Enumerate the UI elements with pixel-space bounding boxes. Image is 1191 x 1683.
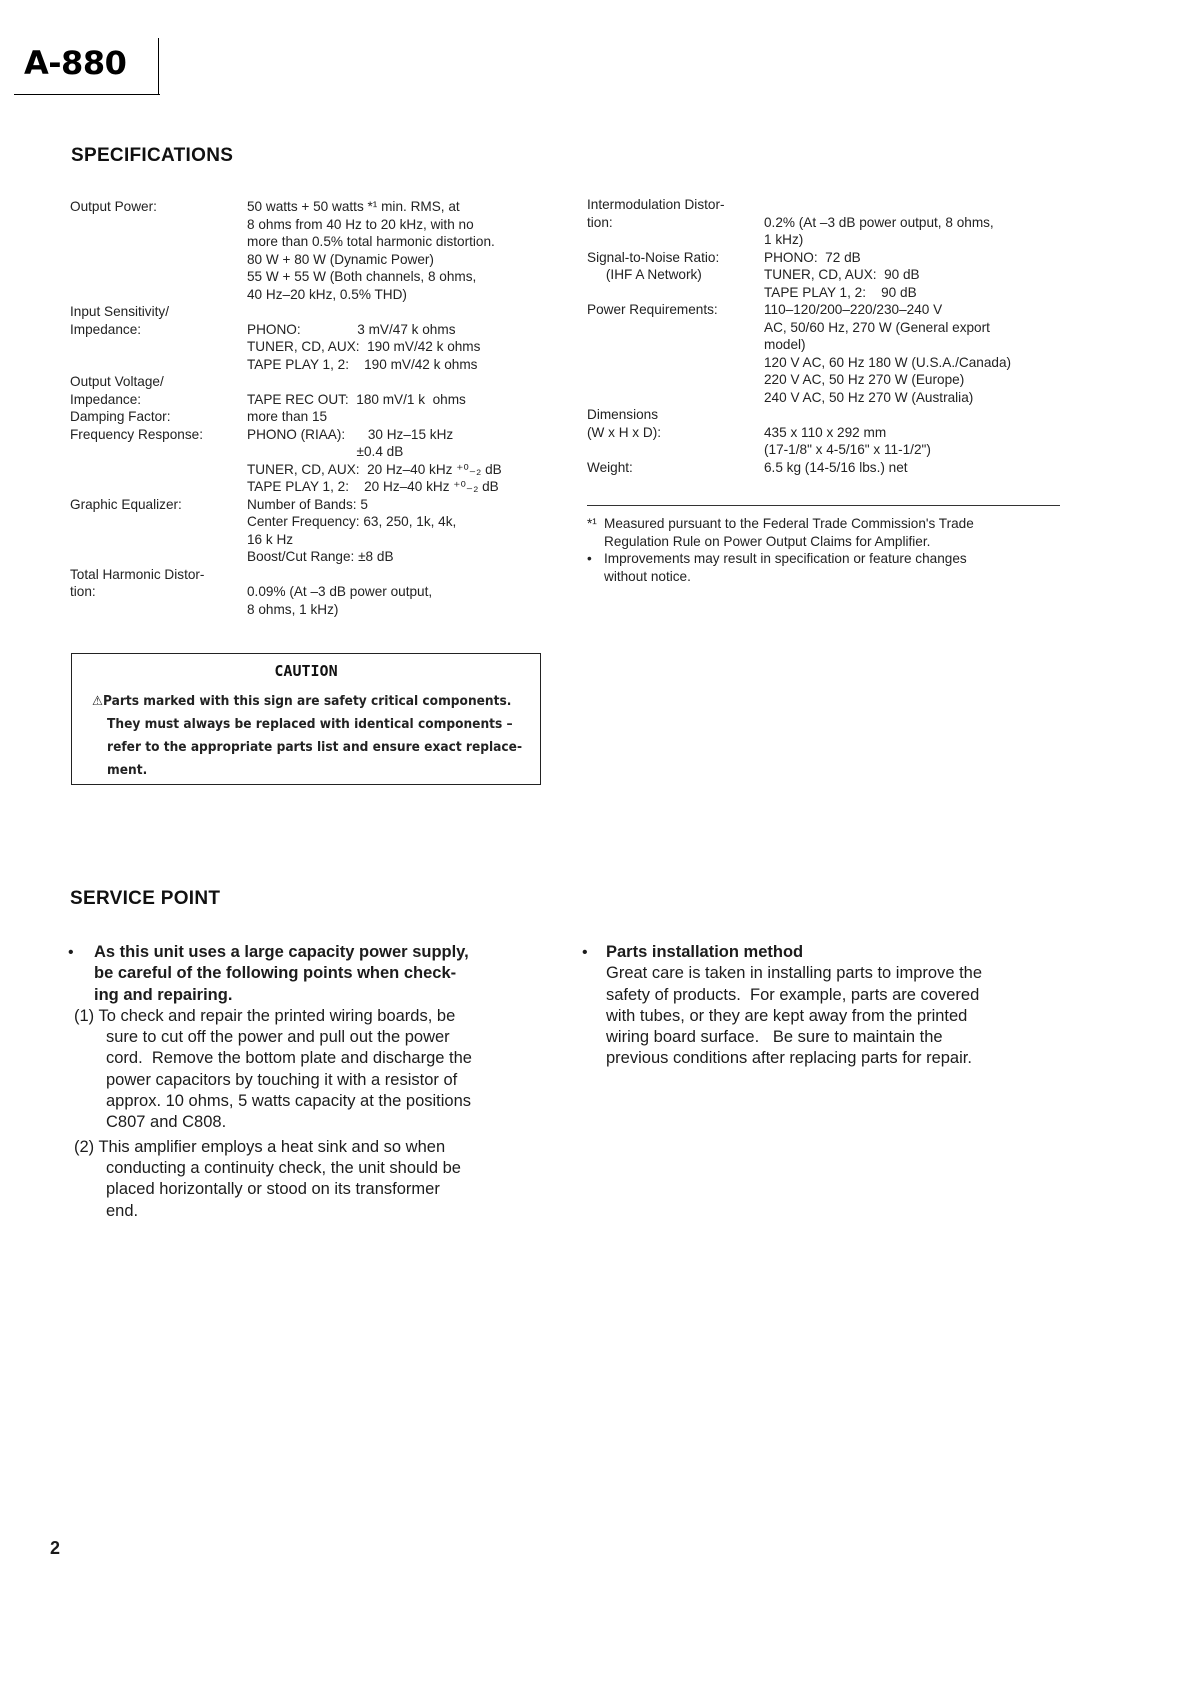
header-rule-vertical [158, 38, 159, 95]
spec-row [587, 424, 1067, 459]
service-item-line: power capacitors by touching it with a resistor of [106, 1070, 458, 1089]
spec-value-line: TUNER, CD, AUX: 190 mV/42 k ohms [247, 339, 481, 354]
spec-row [587, 214, 1067, 249]
spec-label: Output Power: [70, 199, 157, 214]
specifications-right-column [587, 196, 1067, 476]
spec-value-line: Number of Bands: 5 [247, 496, 368, 512]
spec-label: Total Harmonic Distor- [70, 566, 205, 582]
notes-divider [587, 505, 1060, 506]
note-text [604, 515, 974, 550]
spec-row [70, 391, 550, 409]
caution-line: ment. [107, 763, 148, 778]
service-item-1 [68, 1006, 542, 1134]
caution-title: CAUTION [274, 662, 338, 680]
spec-note [587, 550, 1067, 585]
spec-label: (IHF A Network) [587, 267, 702, 282]
note-line: without notice. [604, 568, 691, 584]
spec-row [70, 426, 550, 496]
spec-value [764, 249, 861, 267]
caution-text [92, 690, 523, 782]
spec-label: Output Voltage/ [70, 374, 164, 389]
spec-row [587, 459, 1067, 477]
spec-value-line: 110–120/200–220/230–240 V [764, 302, 943, 317]
service-item-line: (2) This amplifier employs a heat sink and so when [74, 1137, 446, 1156]
spec-row [587, 249, 1067, 267]
spec-row [70, 583, 550, 618]
spec-value-line: Center Frequency: 63, 250, 1k, 4k, [247, 514, 457, 529]
note-text [604, 550, 967, 585]
service-point-title: SERVICE POINT [70, 888, 221, 909]
spec-value-line: 50 watts + 50 watts *¹ min. RMS, at [247, 199, 460, 214]
caution-line: ⚠Parts marked with this sign are safety critical components. [92, 694, 512, 709]
spec-value [247, 321, 480, 374]
note-mark: • [587, 551, 592, 566]
spec-row [70, 566, 550, 584]
spec-value-line: TAPE REC OUT: 180 mV/1 k ohms [247, 391, 466, 407]
spec-label: Weight: [587, 459, 633, 475]
service-item-line: approx. 10 ohms, 5 watts capacity at the positions [106, 1092, 472, 1111]
spec-value-line: 16 k Hz [247, 531, 294, 547]
spec-row [587, 196, 1067, 214]
parts-installation-line: previous conditions after replacing parts for repair. [606, 1049, 972, 1068]
spec-label: Intermodulation Distor- [587, 197, 725, 212]
note-line: Improvements may result in specification or feature changes [604, 551, 967, 566]
spec-label: (W x H x D): [587, 424, 661, 440]
parts-installation-line: wiring board surface. Be sure to maintain the [606, 1028, 943, 1047]
spec-value-line: 435 x 110 x 292 mm [764, 424, 887, 440]
spec-value [247, 496, 456, 566]
spec-label: Graphic Equalizer: [70, 496, 182, 512]
spec-value-line: 8 ohms, 1 kHz) [247, 601, 339, 617]
spec-value-line: 55 W + 55 W (Both channels, 8 ohms, [247, 269, 477, 284]
specifications-title: SPECIFICATIONS [71, 145, 234, 166]
model-number: A-880 [24, 44, 127, 82]
spec-label: Input Sensitivity/ [70, 304, 169, 319]
service-heading-line: As this unit uses a large capacity power supply, [94, 943, 469, 961]
specifications-left-column [70, 198, 550, 618]
spec-row [70, 303, 550, 321]
spec-value-line: 0.09% (At –3 dB power output, [247, 584, 433, 599]
spec-label: Signal-to-Noise Ratio: [587, 249, 720, 265]
spec-value [247, 198, 495, 303]
bullet-icon: • [582, 944, 588, 961]
spec-value-line: 40 Hz–20 kHz, 0.5% THD) [247, 286, 407, 302]
spec-value-line: more than 15 [247, 409, 328, 424]
page-number: 2 [50, 1538, 61, 1558]
service-item-line: placed horizontally or stood on its transformer [106, 1180, 440, 1199]
spec-value-line: (17-1/8" x 4-5/16" x 11-1/2") [764, 442, 931, 457]
service-item-line: cord. Remove the bottom plate and discharge the [106, 1049, 472, 1068]
spec-value [764, 214, 994, 249]
spec-value-line: AC, 50/60 Hz, 270 W (General export [764, 319, 990, 335]
spec-value-line: TAPE PLAY 1, 2: 190 mV/42 k ohms [247, 356, 478, 372]
specifications-notes [587, 515, 1067, 585]
spec-label: Impedance: [70, 391, 142, 407]
parts-installation-heading: Parts installation method [606, 943, 804, 961]
spec-value-line: 1 kHz) [764, 232, 804, 247]
spec-value-line: TAPE PLAY 1, 2: 90 dB [764, 284, 917, 300]
service-item-line: (1) To check and repair the printed wiring boards, be [74, 1006, 456, 1025]
spec-label: Dimensions [587, 407, 659, 422]
bullet-icon: • [68, 944, 74, 961]
spec-value [247, 391, 466, 409]
note-line: Regulation Rule on Power Output Claims for Amplifier. [604, 533, 931, 549]
parts-installation-line: Great care is taken in installing parts to improve the [606, 964, 983, 983]
spec-value-line: PHONO: 72 dB [764, 249, 861, 265]
spec-label: Power Requirements: [587, 302, 718, 317]
spec-row [70, 408, 550, 426]
parts-installation-line: safety of products. For example, parts are covered [606, 985, 980, 1004]
spec-value-line: Boost/Cut Range: ±8 dB [247, 549, 394, 564]
spec-value-line: TUNER, CD, AUX: 20 Hz–40 kHz ⁺⁰₋₂ dB [247, 461, 502, 477]
service-item-line: C807 and C808. [106, 1113, 227, 1132]
spec-value-line: 80 W + 80 W (Dynamic Power) [247, 251, 434, 267]
service-heading-line: be careful of the following points when check- [94, 964, 457, 983]
spec-label: tion: [70, 584, 96, 599]
spec-label: Impedance: [70, 321, 142, 337]
spec-value-line: more than 0.5% total harmonic distortion. [247, 234, 495, 249]
spec-value-line: 120 V AC, 60 Hz 180 W (U.S.A./Canada) [764, 354, 1012, 370]
spec-value-line: TUNER, CD, AUX: 90 dB [764, 267, 920, 282]
service-item-2 [68, 1137, 542, 1222]
parts-installation-section [582, 942, 1062, 1070]
service-heading-line: ing and repairing. [94, 985, 233, 1004]
spec-row [587, 301, 1067, 406]
spec-label: Damping Factor: [70, 409, 171, 424]
spec-value [247, 426, 502, 496]
spec-value [247, 583, 432, 618]
service-point-left [68, 942, 542, 1222]
service-item-line: end. [106, 1201, 139, 1220]
service-point-right [582, 942, 1062, 1070]
service-heading-bullet [68, 942, 542, 1006]
spec-row [587, 266, 1067, 301]
spec-value [764, 424, 931, 459]
spec-label: tion: [587, 214, 613, 230]
spec-row [587, 406, 1067, 424]
spec-value-line: model) [764, 337, 806, 352]
caution-line: refer to the appropriate parts list and ensure exact replace- [107, 740, 523, 755]
spec-label: Frequency Response: [70, 426, 203, 442]
spec-row [70, 373, 550, 391]
spec-value-line: PHONO: 3 mV/47 k ohms [247, 321, 456, 337]
spec-value [764, 301, 1011, 406]
spec-value-line: ±0.4 dB [247, 444, 404, 459]
caution-line: They must always be replaced with identical components – [107, 717, 513, 732]
spec-value-line: 240 V AC, 50 Hz 270 W (Australia) [764, 389, 974, 405]
spec-value [764, 266, 920, 301]
spec-value-line: PHONO (RIAA): 30 Hz–15 kHz [247, 426, 454, 442]
service-item-line: sure to cut off the power and pull out the power [106, 1028, 450, 1047]
spec-value-line: 8 ohms from 40 Hz to 20 kHz, with no [247, 216, 474, 232]
caution-box [71, 653, 541, 785]
spec-value [764, 459, 908, 477]
spec-note [587, 515, 1067, 550]
spec-value-line: TAPE PLAY 1, 2: 20 Hz–40 kHz ⁺⁰₋₂ dB [247, 479, 499, 494]
note-mark: *¹ [587, 516, 597, 531]
header-rule-horizontal [14, 94, 160, 95]
note-line: Measured pursuant to the Federal Trade Commission's Trade [604, 516, 974, 531]
spec-row [70, 198, 550, 303]
service-item-line: conducting a continuity check, the unit should be [106, 1158, 461, 1177]
spec-value-line: 220 V AC, 50 Hz 270 W (Europe) [764, 372, 965, 387]
spec-row [70, 321, 550, 374]
spec-value-line: 6.5 kg (14-5/16 lbs.) net [764, 459, 908, 475]
spec-value [247, 408, 327, 426]
parts-installation-line: with tubes, or they are kept away from the printed [606, 1006, 968, 1025]
spec-value-line: 0.2% (At –3 dB power output, 8 ohms, [764, 214, 994, 230]
spec-row [70, 496, 550, 566]
